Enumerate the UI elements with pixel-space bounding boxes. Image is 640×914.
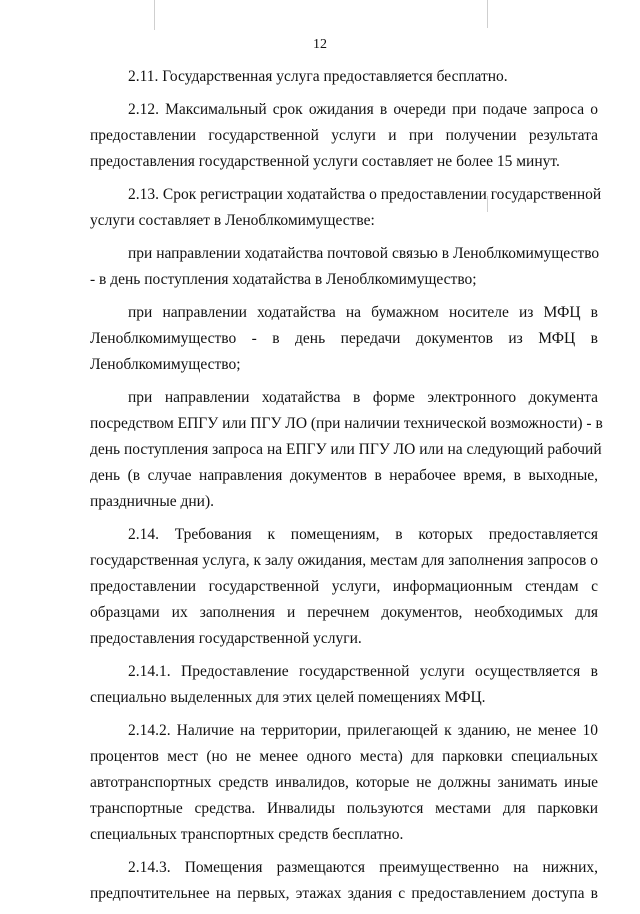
text-line: процентов мест (но не менее одного места) для парковки специальных — [90, 748, 598, 765]
text-line: специально выделенных для этих целей помещениях МФЦ. — [90, 689, 486, 706]
paragraph-electronic — [90, 385, 603, 515]
text-line: праздничные дни). — [90, 493, 215, 510]
text-line: государственная услуга, к залу ожидания, местам для заполнения запросов о — [90, 552, 598, 569]
paragraph-2-14-3 — [90, 855, 598, 907]
paragraph-2-14-1 — [90, 659, 598, 711]
text-line: автотранспортных средств инвалидов, которые не должны занимать иные — [90, 774, 598, 791]
text-line: 2.14.1. Предоставление государственной услуги осуществляется в — [128, 663, 598, 680]
text-line: при направлении ходатайства на бумажном носителе из МФЦ в — [128, 304, 598, 321]
text-line: 2.14.2. Наличие на территории, прилегающей к зданию, не менее 10 — [128, 722, 598, 739]
text-line: 2.13. Срок регистрации ходатайства о предоставлении государственной — [128, 186, 602, 203]
paragraph-2-11 — [90, 64, 598, 90]
text-line: Леноблкомимущество - в день передачи документов из МФЦ в — [90, 330, 598, 347]
text-line: предоставлении государственной услуги, информационным стендам с — [90, 578, 598, 595]
text-line: предоставления государственной услуги. — [90, 630, 362, 647]
text-line: день (в случае направления документов в нерабочее время, в выходные, — [90, 467, 598, 484]
text-line: 2.12. Максимальный срок ожидания в очереди при подаче запроса о — [128, 101, 598, 118]
paragraph-2-12 — [90, 97, 598, 175]
scan-artifact — [154, 0, 155, 30]
text-line: предпочтительнее на первых, этажах здания с предоставлением доступа в — [90, 885, 598, 902]
text-line: посредством ЕПГУ или ПГУ ЛО (при наличии технической возможности) - в — [90, 415, 603, 432]
text-line: - в день поступления ходатайства в Леноблкомимущество; — [90, 271, 477, 288]
text-line: день поступления запроса на ЕПГУ или ПГУ ЛО или на следующий рабочий — [90, 441, 602, 458]
text-line: транспортные средства. Инвалиды пользуются местами для парковки — [90, 800, 598, 817]
text-line: 2.14.3. Помещения размещаются преимущественно на нижних, — [128, 859, 598, 876]
page-number: 12 — [313, 37, 327, 52]
text-line: специальных транспортных средств бесплатно. — [90, 826, 404, 843]
paragraph-2-13 — [90, 182, 602, 234]
text-line: 2.14. Требования к помещениям, в которых предоставляется — [128, 526, 598, 543]
paragraph-2-14 — [90, 522, 598, 652]
text-line: предоставлении государственной услуги и при получении результата — [90, 127, 598, 144]
text-line: 2.11. Государственная услуга предоставляется бесплатно. — [128, 68, 508, 85]
document-body — [90, 64, 603, 914]
text-line: предоставления государственной услуги составляет не более 15 минут. — [90, 153, 560, 170]
paragraph-paper-mfc — [90, 300, 598, 378]
scan-artifact — [487, 0, 488, 28]
text-line: образцами их заполнения и перечнем документов, необходимых для — [90, 604, 598, 621]
text-line: при направлении ходатайства почтовой связью в Леноблкомимущество — [128, 245, 600, 262]
text-line: Леноблкомимущество; — [90, 356, 241, 373]
paragraph-2-14-2 — [90, 718, 598, 848]
paragraph-postal — [90, 241, 598, 293]
text-line: при направлении ходатайства в форме электронного документа — [128, 389, 598, 406]
text-line: услуги составляет в Леноблкомимуществе: — [90, 212, 375, 229]
